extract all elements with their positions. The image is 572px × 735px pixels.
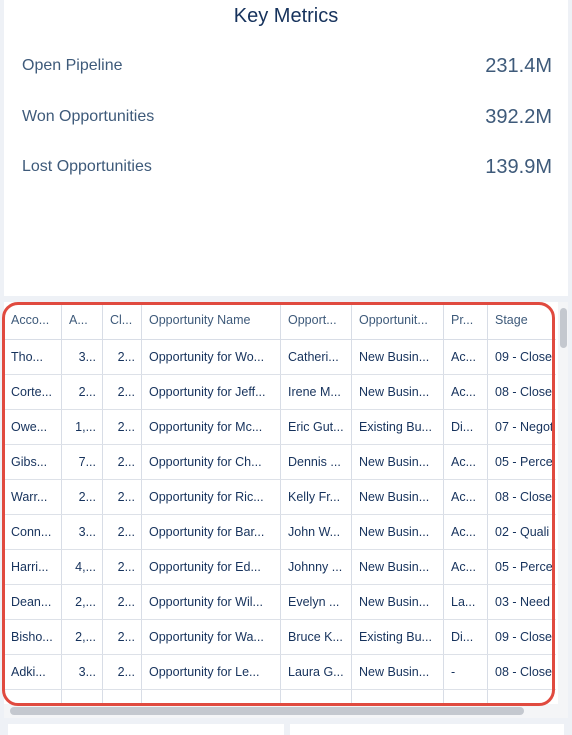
table-cell-empty bbox=[103, 690, 142, 704]
table-cell-close-date: 2... bbox=[103, 340, 142, 374]
table-cell-empty bbox=[444, 690, 488, 704]
table-cell-stage: 02 - Quali bbox=[488, 515, 556, 549]
table-cell-amount: 3... bbox=[62, 655, 103, 689]
table-cell-amount: 3... bbox=[62, 340, 103, 374]
table-cell-account: Harri... bbox=[4, 550, 62, 584]
table-cell-product: Ac... bbox=[444, 340, 488, 374]
table-cell-owner: Eric Gut... bbox=[281, 410, 352, 444]
table-cell-owner: Kelly Fr... bbox=[281, 480, 352, 514]
table-cell-opportunity-name: Opportunity for Wil... bbox=[142, 585, 281, 619]
table-cell-opportunity-name: Opportunity for Wo... bbox=[142, 340, 281, 374]
table-cell-empty bbox=[281, 690, 352, 704]
table-cell-stage: 05 - Perce bbox=[488, 445, 556, 479]
opportunities-grid bbox=[4, 302, 556, 704]
table-cell-product: Di... bbox=[444, 620, 488, 654]
table-cell-owner: Laura G... bbox=[281, 655, 352, 689]
table-cell-empty bbox=[352, 690, 444, 704]
table-row[interactable] bbox=[4, 340, 556, 375]
table-cell-close-date: 2... bbox=[103, 550, 142, 584]
table-cell-close-date: 2... bbox=[103, 585, 142, 619]
metric-label: Lost Opportunities bbox=[22, 158, 152, 175]
table-row[interactable] bbox=[4, 655, 556, 690]
table-cell-type: New Busin... bbox=[352, 445, 444, 479]
table-row[interactable] bbox=[4, 410, 556, 445]
table-cell-owner: Dennis ... bbox=[281, 445, 352, 479]
table-cell-owner: John W... bbox=[281, 515, 352, 549]
table-cell-empty bbox=[62, 690, 103, 704]
table-cell-amount: 2,... bbox=[62, 620, 103, 654]
table-cell-product: La... bbox=[444, 585, 488, 619]
table-cell-owner: Johnny ... bbox=[281, 550, 352, 584]
column-header-product[interactable]: Pr... bbox=[444, 302, 488, 339]
table-cell-stage: 08 - Close bbox=[488, 375, 556, 409]
metric-value: 392.2M bbox=[485, 106, 552, 128]
table-cell-stage: 05 - Perce bbox=[488, 550, 556, 584]
column-header-account[interactable]: Acco... bbox=[4, 302, 62, 339]
table-cell-type: Existing Bu... bbox=[352, 410, 444, 444]
table-cell-type: New Busin... bbox=[352, 515, 444, 549]
table-cell-opportunity-name: Opportunity for Bar... bbox=[142, 515, 281, 549]
column-header-amount[interactable]: A... bbox=[62, 302, 103, 339]
table-cell-amount: 1,... bbox=[62, 410, 103, 444]
table-cell-close-date: 2... bbox=[103, 480, 142, 514]
vertical-scrollbar[interactable] bbox=[558, 302, 568, 704]
table-cell-opportunity-name: Opportunity for Ch... bbox=[142, 445, 281, 479]
table-cell-stage: 08 - Close bbox=[488, 655, 556, 689]
table-cell-owner: Irene M... bbox=[281, 375, 352, 409]
table-cell-type: New Busin... bbox=[352, 375, 444, 409]
table-cell-product: Ac... bbox=[444, 515, 488, 549]
horizontal-scrollbar[interactable] bbox=[4, 704, 568, 718]
table-cell-type: New Busin... bbox=[352, 340, 444, 374]
table-cell-type: New Busin... bbox=[352, 480, 444, 514]
bottom-card-left bbox=[8, 724, 284, 735]
table-cell-account: Warr... bbox=[4, 480, 62, 514]
table-row[interactable] bbox=[4, 445, 556, 480]
table-row[interactable] bbox=[4, 550, 556, 585]
table-cell-opportunity-name: Opportunity for Le... bbox=[142, 655, 281, 689]
table-cell-close-date: 2... bbox=[103, 655, 142, 689]
horizontal-scrollbar-thumb[interactable] bbox=[10, 707, 524, 715]
column-header-close-date[interactable]: Cl... bbox=[103, 302, 142, 339]
table-cell-type: Existing Bu... bbox=[352, 620, 444, 654]
table-cell-empty bbox=[4, 690, 62, 704]
table-cell-stage: 07 - Negot bbox=[488, 410, 556, 444]
table-row-partial bbox=[4, 690, 556, 704]
table-cell-type: New Busin... bbox=[352, 550, 444, 584]
column-header-stage[interactable]: Stage bbox=[488, 302, 556, 339]
table-row[interactable] bbox=[4, 515, 556, 550]
metric-label: Open Pipeline bbox=[22, 57, 123, 74]
table-cell-empty bbox=[142, 690, 281, 704]
table-cell-product: Ac... bbox=[444, 550, 488, 584]
table-cell-type: New Busin... bbox=[352, 655, 444, 689]
table-cell-opportunity-name: Opportunity for Jeff... bbox=[142, 375, 281, 409]
table-cell-opportunity-name: Opportunity for Ric... bbox=[142, 480, 281, 514]
table-cell-product: Ac... bbox=[444, 480, 488, 514]
metric-won-opportunities[interactable] bbox=[4, 102, 568, 132]
table-cell-product: Ac... bbox=[444, 445, 488, 479]
table-row[interactable] bbox=[4, 375, 556, 410]
table-cell-stage: 03 - Need bbox=[488, 585, 556, 619]
table-cell-product: Ac... bbox=[444, 375, 488, 409]
column-header-opportunity-name[interactable]: Opportunity Name bbox=[142, 302, 281, 339]
table-cell-account: Corte... bbox=[4, 375, 62, 409]
table-cell-close-date: 2... bbox=[103, 410, 142, 444]
table-cell-amount: 7... bbox=[62, 445, 103, 479]
metric-lost-opportunities[interactable] bbox=[4, 152, 568, 182]
table-cell-product: - bbox=[444, 655, 488, 689]
table-cell-amount: 3... bbox=[62, 515, 103, 549]
metric-label: Won Opportunities bbox=[22, 108, 155, 125]
table-cell-opportunity-name: Opportunity for Wa... bbox=[142, 620, 281, 654]
table-cell-close-date: 2... bbox=[103, 620, 142, 654]
key-metrics-title: Key Metrics bbox=[233, 5, 339, 27]
table-cell-stage: 09 - Close bbox=[488, 340, 556, 374]
table-row[interactable] bbox=[4, 480, 556, 515]
table-cell-opportunity-name: Opportunity for Mc... bbox=[142, 410, 281, 444]
metric-value: 139.9M bbox=[485, 156, 552, 178]
table-cell-account: Gibs... bbox=[4, 445, 62, 479]
metric-open-pipeline[interactable] bbox=[4, 51, 568, 81]
table-cell-amount: 2,... bbox=[62, 585, 103, 619]
table-cell-account: Owe... bbox=[4, 410, 62, 444]
table-header-row bbox=[4, 302, 556, 340]
vertical-scrollbar-thumb[interactable] bbox=[560, 308, 567, 348]
table-cell-stage: 09 - Close bbox=[488, 620, 556, 654]
key-metrics-card bbox=[4, 0, 568, 296]
table-cell-stage: 08 - Close bbox=[488, 480, 556, 514]
table-cell-account: Adki... bbox=[4, 655, 62, 689]
table-cell-owner: Bruce K... bbox=[281, 620, 352, 654]
table-cell-owner: Evelyn ... bbox=[281, 585, 352, 619]
table-cell-amount: 4,... bbox=[62, 550, 103, 584]
table-cell-type: New Busin... bbox=[352, 585, 444, 619]
table-row[interactable] bbox=[4, 585, 556, 620]
table-cell-account: Bisho... bbox=[4, 620, 62, 654]
table-cell-product: Di... bbox=[444, 410, 488, 444]
column-header-owner[interactable]: Opport... bbox=[281, 302, 352, 339]
metric-value: 231.4M bbox=[485, 55, 552, 77]
table-row[interactable] bbox=[4, 620, 556, 655]
table-cell-empty bbox=[488, 690, 556, 704]
column-header-type[interactable]: Opportunit... bbox=[352, 302, 444, 339]
table-cell-amount: 2... bbox=[62, 480, 103, 514]
table-cell-close-date: 2... bbox=[103, 515, 142, 549]
table-cell-account: Conn... bbox=[4, 515, 62, 549]
opportunities-table-card bbox=[4, 302, 568, 718]
bottom-card-right bbox=[290, 724, 564, 735]
table-cell-amount: 2... bbox=[62, 375, 103, 409]
table-cell-account: Dean... bbox=[4, 585, 62, 619]
table-cell-opportunity-name: Opportunity for Ed... bbox=[142, 550, 281, 584]
table-cell-account: Tho... bbox=[4, 340, 62, 374]
table-cell-close-date: 2... bbox=[103, 375, 142, 409]
table-cell-close-date: 2... bbox=[103, 445, 142, 479]
table-cell-owner: Catheri... bbox=[281, 340, 352, 374]
